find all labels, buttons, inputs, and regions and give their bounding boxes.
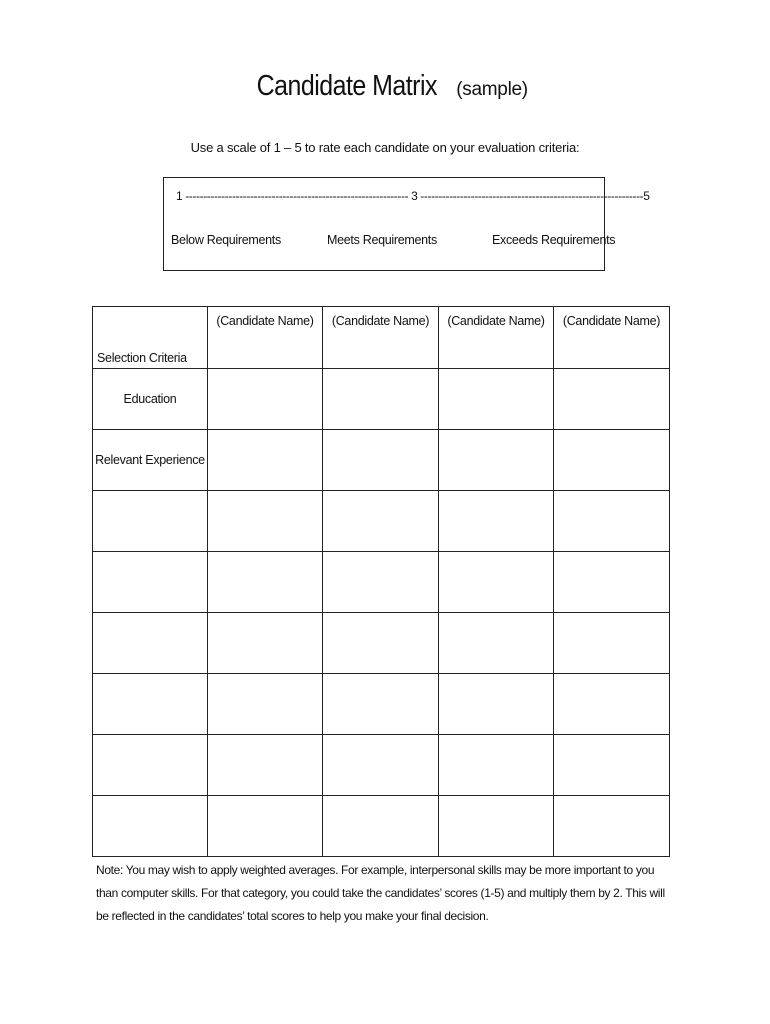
criteria-cell[interactable] (93, 735, 208, 796)
scale-line: 1 -------------------------------------------------------------- 3 --------------------------------------------------------------5 (176, 189, 650, 203)
table-row (93, 430, 670, 491)
score-cell[interactable] (554, 552, 670, 613)
rating-scale-box (163, 177, 650, 271)
score-cell[interactable] (439, 369, 554, 430)
table-row (93, 552, 670, 613)
score-cell[interactable] (323, 369, 439, 430)
score-cell[interactable] (208, 796, 323, 857)
score-cell[interactable] (439, 430, 554, 491)
score-cell[interactable] (439, 613, 554, 674)
table-row (93, 613, 670, 674)
table-row (93, 369, 670, 430)
score-cell[interactable] (439, 735, 554, 796)
scale-label-meets: Meets Requirements (327, 233, 437, 247)
score-cell[interactable] (554, 613, 670, 674)
criteria-cell-relevant-experience[interactable]: Relevant Experience (93, 430, 208, 491)
weighting-note: Note: You may wish to apply weighted averages. For example, interpersonal skills may be more important to you than computer skills. For that category, you could take the candidates’ scores (1-5) and multiply them by 2. This will be reflected in the candidates’ total scores to help you make your final decision. (96, 863, 665, 923)
table-row (93, 796, 670, 857)
instructions-text: Use a scale of 1 – 5 to rate each candidate on your evaluation criteria: (190, 140, 580, 155)
criteria-cell[interactable] (93, 491, 208, 552)
table-row (93, 735, 670, 796)
score-cell[interactable] (208, 430, 323, 491)
candidate-header-2[interactable]: (Candidate Name) (323, 307, 439, 369)
score-cell[interactable] (208, 491, 323, 552)
score-cell[interactable] (323, 491, 439, 552)
score-cell[interactable] (439, 796, 554, 857)
score-cell[interactable] (439, 552, 554, 613)
score-cell[interactable] (323, 613, 439, 674)
scale-label-exceeds: Exceeds Requirements (492, 233, 616, 247)
score-cell[interactable] (208, 552, 323, 613)
title-sub: (sample) (456, 79, 528, 100)
candidate-header-3[interactable]: (Candidate Name) (439, 307, 554, 369)
criteria-cell[interactable] (93, 796, 208, 857)
score-cell[interactable] (323, 674, 439, 735)
criteria-header-label: Selection Criteria (97, 351, 187, 365)
score-cell[interactable] (439, 674, 554, 735)
score-cell[interactable] (323, 796, 439, 857)
score-cell[interactable] (554, 735, 670, 796)
candidate-matrix-table (92, 306, 670, 857)
criteria-cell[interactable] (93, 552, 208, 613)
score-cell[interactable] (554, 674, 670, 735)
table-row (93, 674, 670, 735)
table-row (93, 491, 670, 552)
score-cell[interactable] (323, 430, 439, 491)
criteria-cell[interactable] (93, 613, 208, 674)
score-cell[interactable] (208, 613, 323, 674)
scale-label-below: Below Requirements (171, 233, 281, 247)
candidate-header-1[interactable]: (Candidate Name) (208, 307, 323, 369)
title-main: Candidate Matrix (256, 70, 438, 102)
score-cell[interactable] (439, 491, 554, 552)
candidate-header-4[interactable]: (Candidate Name) (554, 307, 670, 369)
document-title (0, 72, 770, 101)
table-header-row (93, 307, 670, 369)
score-cell[interactable] (554, 796, 670, 857)
score-cell[interactable] (323, 735, 439, 796)
score-cell[interactable] (554, 430, 670, 491)
score-cell[interactable] (208, 735, 323, 796)
score-cell[interactable] (208, 674, 323, 735)
criteria-cell[interactable] (93, 674, 208, 735)
criteria-header-cell (93, 307, 208, 369)
score-cell[interactable] (323, 552, 439, 613)
score-cell[interactable] (208, 369, 323, 430)
score-cell[interactable] (554, 369, 670, 430)
criteria-cell-education[interactable]: Education (93, 369, 208, 430)
score-cell[interactable] (554, 491, 670, 552)
